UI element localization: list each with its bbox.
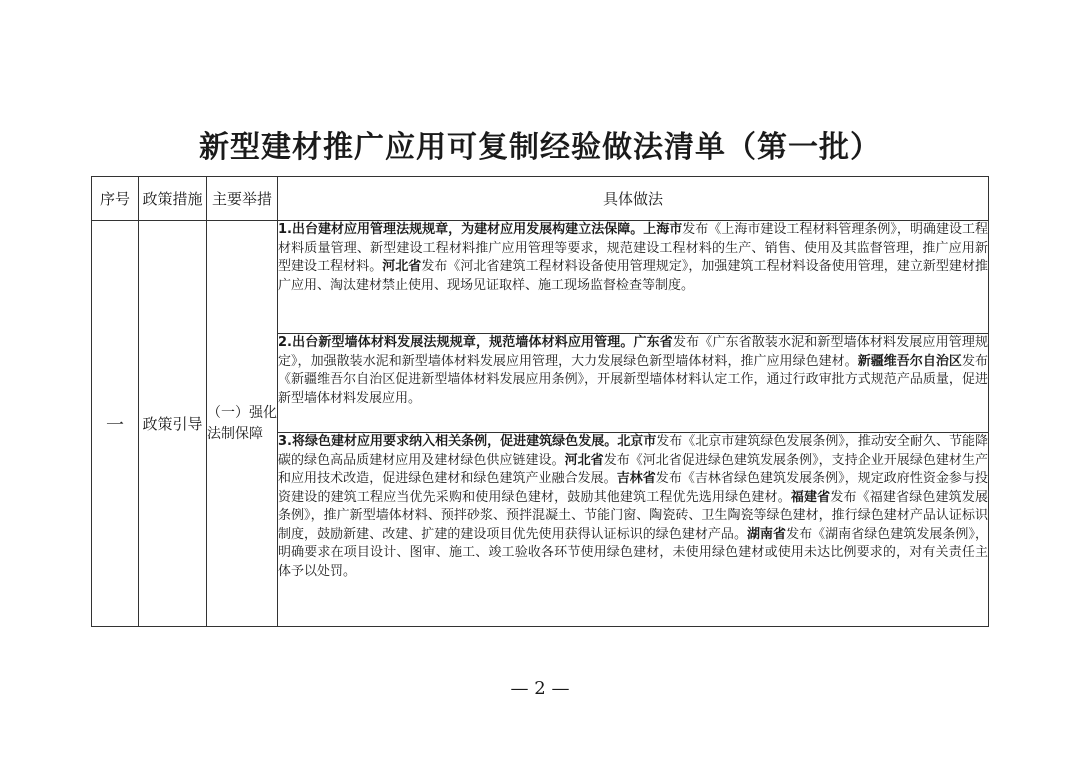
province-name: 北京市	[617, 434, 657, 449]
province-name: 河北省	[382, 259, 422, 274]
detail-cell-3	[278, 433, 989, 627]
province-name: 湖南省	[746, 526, 787, 542]
province-name: 广东省	[633, 335, 673, 350]
document-title: 新型建材推广应用可复制经验做法清单（第一批）	[199, 130, 881, 165]
table-header-row	[92, 177, 989, 221]
seq-cell: 一	[92, 221, 139, 627]
detail-text: 发布《新疆维吾尔自治区促进新型墙体材料发展应用条例》，开展新型墙体材料认定工作，通过行政审批方式规范产品质量，促进新型墙体材料发展应用。	[278, 353, 988, 406]
detail-text: 发布《吉林省绿色建筑发展条例》，规定政府性资金参与投资建设的建筑工程应当优先采购和使用绿色建材，鼓励其他建筑工程优先选用绿色建材。	[278, 471, 988, 505]
header-policy: 政策措施	[139, 177, 207, 221]
table-row	[92, 221, 989, 334]
detail-text: 发布《广东省散装水泥和新型墙体材料发展应用管理规定》，加强散装水泥和新型墙体材料发展应用管理，大力发展绿色新型墙体材料，推广应用绿色建材。	[278, 335, 988, 369]
detail-text: 发布《河北省促进绿色建筑发展条例》，支持企业开展绿色建材生产和应用技术改造，促进绿色建材和绿色建筑产业融合发展。	[278, 452, 988, 486]
header-seq: 序号	[92, 177, 139, 221]
measure-cell: （一）强化法制保障	[207, 221, 278, 627]
province-name: 吉林省	[616, 471, 656, 486]
detail-text: 发布《河北省建筑工程材料设备使用管理规定》，加强建筑工程材料设备使用管理，建立新型建材推广应用、淘汰建材禁止使用、现场见证取样、施工现场监督检查等制度。	[278, 259, 988, 293]
detail-text: 发布《福建省绿色建筑发展条例》，推广新型墙体材料、预拌砂浆、预拌混凝土、节能门窗、陶瓷砖、卫生陶瓷等绿色建材，推行绿色建材产品认证标识制度，鼓励新建、改建、扩建的建设项目优先使用获得认证标识的绿色建材产品。	[278, 489, 988, 542]
province-name: 福建省	[790, 489, 831, 505]
detail-lead: 2.出台新型墙体材料发展法规规章，规范墙体材料应用管理。	[278, 335, 634, 350]
header-detail: 具体做法	[278, 177, 989, 221]
detail-text: 发布《上海市建设工程材料管理条例》，明确建设工程材料质量管理、新型建设工程材料推广应用管理等要求，规范建设工程材料的生产、销售、使用及其监督管理，推广应用新型建设工程材料。	[278, 222, 988, 274]
detail-lead: 1.出台建材应用管理法规规章，为建材应用发展构建立法保障。	[278, 222, 644, 237]
policy-cell: 政策引导	[139, 221, 207, 627]
detail-lead: 3.将绿色建材应用要求纳入相关条例，促进建筑绿色发展。	[278, 434, 618, 449]
detail-text: 发布《北京市建筑绿色发展条例》，推动安全耐久、节能降碳的绿色高品质建材应用及建材绿色供应链建设。	[278, 434, 988, 468]
policy-table	[91, 176, 989, 627]
detail-text: 发布《湖南省绿色建筑发展条例》，明确要求在项目设计、图审、施工、竣工验收各环节使用绿色建材，未使用绿色建材或使用未达比例要求的，对有关责任主体予以处罚。	[278, 526, 988, 579]
header-measure: 主要举措	[207, 177, 278, 221]
province-name: 河北省	[564, 452, 604, 468]
province-name: 上海市	[643, 222, 683, 237]
page-number: — 2 —	[510, 678, 570, 699]
detail-cell-1	[278, 221, 989, 334]
detail-cell-2	[278, 334, 989, 433]
province-name: 新疆维吾尔自治区	[857, 353, 962, 369]
